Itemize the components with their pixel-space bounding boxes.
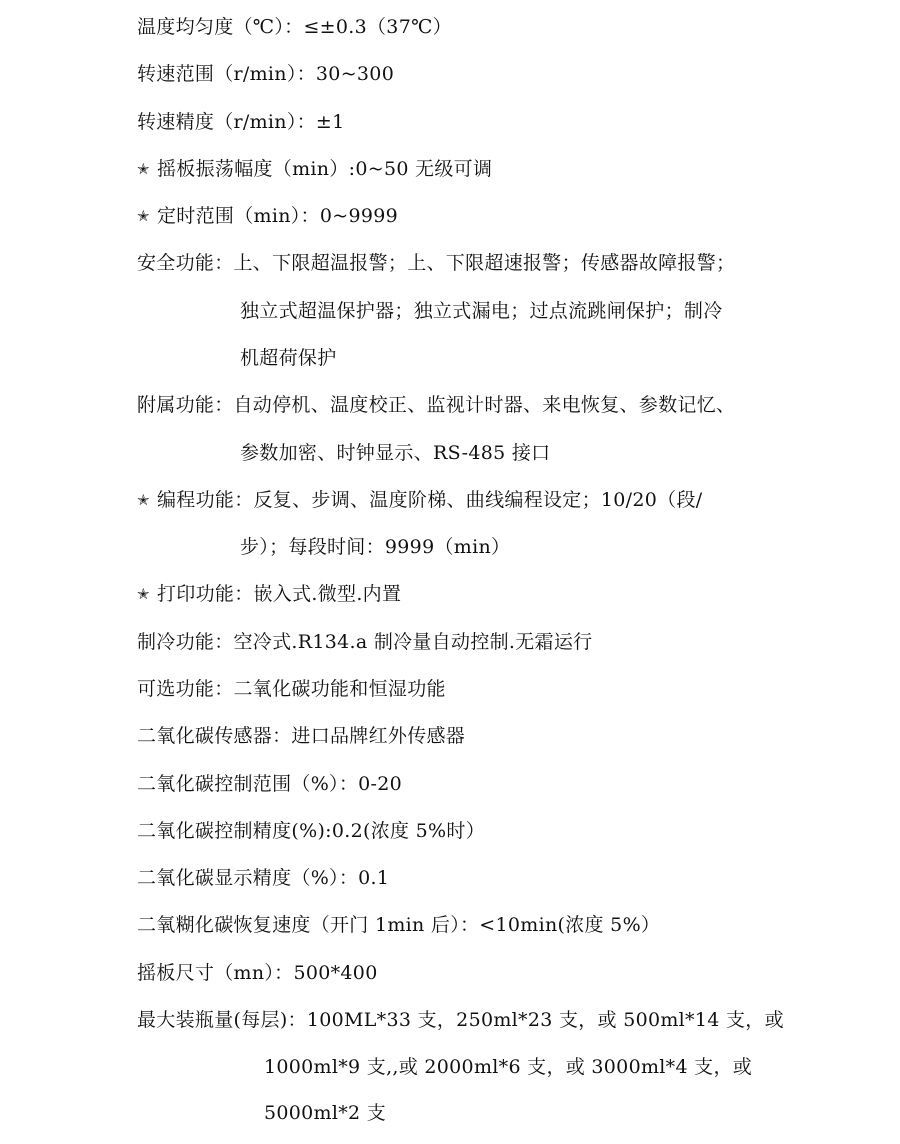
spec-line-timer-range [137, 203, 398, 229]
spec-text: 二氧化碳控制精度(%):0.2(浓度 5%时） [137, 820, 485, 842]
spec-text: 编程功能：反复、步调、温度阶梯、曲线编程设定；10/20（段/ [157, 489, 703, 511]
spec-line-print-function [137, 581, 401, 607]
spec-line-shaking-plate-size [137, 960, 378, 986]
spec-text: 二氧化碳控制范围（%）：0-20 [137, 773, 403, 795]
spec-text: 附属功能：自动停机、温度校正、监视计时器、来电恢复、参数记忆、 [137, 394, 736, 416]
star-icon: ✭ [137, 491, 150, 509]
spec-text: 可选功能：二氧化碳功能和恒湿功能 [137, 678, 446, 700]
spec-line-refrigeration-function [137, 629, 592, 655]
spec-text: 制冷功能：空冷式.R134.a 制冷量自动控制.无霜运行 [137, 631, 593, 653]
spec-line-co2-control-precision [137, 818, 485, 844]
spec-line-max-bottle-capacity [137, 1007, 784, 1033]
spec-line-co2-sensor [137, 723, 465, 749]
spec-text: 安全功能：上、下限超温报警；上、下限超速报警；传感器故障报警； [137, 252, 736, 274]
spec-text: 转速范围（r/min）：30~300 [137, 63, 395, 85]
spec-line-max-bottle-capacity-cont [264, 1054, 752, 1080]
spec-line-co2-recovery-speed [137, 912, 660, 938]
spec-text: 最大装瓶量(每层)：100ML*33 支，250ml*23 支，或 500ml*14 支，或 [137, 1009, 784, 1031]
spec-text: 转速精度（r/min）：±1 [137, 111, 345, 133]
spec-text: 参数加密、时钟显示、RS-485 接口 [240, 442, 551, 464]
spec-line-programming-functions-cont [240, 534, 510, 560]
spec-line-shaking-amplitude [137, 156, 492, 182]
spec-text: 打印功能：嵌入式.微型.内置 [157, 583, 402, 605]
spec-line-auxiliary-functions-cont [240, 440, 550, 466]
spec-text: 二氧化碳传感器：进口品牌红外传感器 [137, 725, 466, 747]
spec-line-auxiliary-functions [137, 392, 735, 418]
spec-line-max-bottle-capacity-cont [264, 1100, 386, 1126]
spec-text: 二氧糊化碳恢复速度（开门 1min 后）：<10min(浓度 5%） [137, 914, 661, 936]
spec-line-speed-precision [137, 109, 345, 135]
star-icon: ✭ [137, 207, 150, 225]
spec-text: 1000ml*9 支,,或 2000ml*6 支，或 3000ml*4 支，或 [264, 1056, 753, 1078]
spec-text: 摇板振荡幅度（min）:0~50 无级可调 [157, 158, 493, 180]
spec-line-temperature-uniformity [137, 14, 452, 40]
spec-text: 步）；每段时间：9999（min） [240, 536, 511, 558]
spec-text: 温度均匀度（℃）：≤±0.3（37℃） [137, 16, 452, 38]
spec-line-safety-functions-cont [240, 298, 723, 324]
spec-text: 独立式超温保护器；独立式漏电；过点流跳闸保护；制冷 [240, 300, 723, 322]
spec-line-co2-control-range [137, 771, 402, 797]
spec-line-safety-functions-cont [240, 345, 337, 371]
spec-text: 5000ml*2 支 [264, 1102, 387, 1124]
spec-text: 机超荷保护 [240, 347, 337, 369]
spec-line-speed-range [137, 61, 394, 87]
spec-line-programming-functions [137, 487, 702, 513]
spec-line-optional-functions [137, 676, 446, 702]
spec-line-co2-display-precision [137, 865, 389, 891]
spec-text: 定时范围（min）：0~9999 [157, 205, 398, 227]
spec-line-safety-functions [137, 250, 735, 276]
spec-text: 摇板尺寸（mn）：500*400 [137, 962, 378, 984]
star-icon: ✭ [137, 160, 150, 178]
star-icon: ✭ [137, 585, 150, 603]
spec-text: 二氧化碳显示精度（%）：0.1 [137, 867, 390, 889]
